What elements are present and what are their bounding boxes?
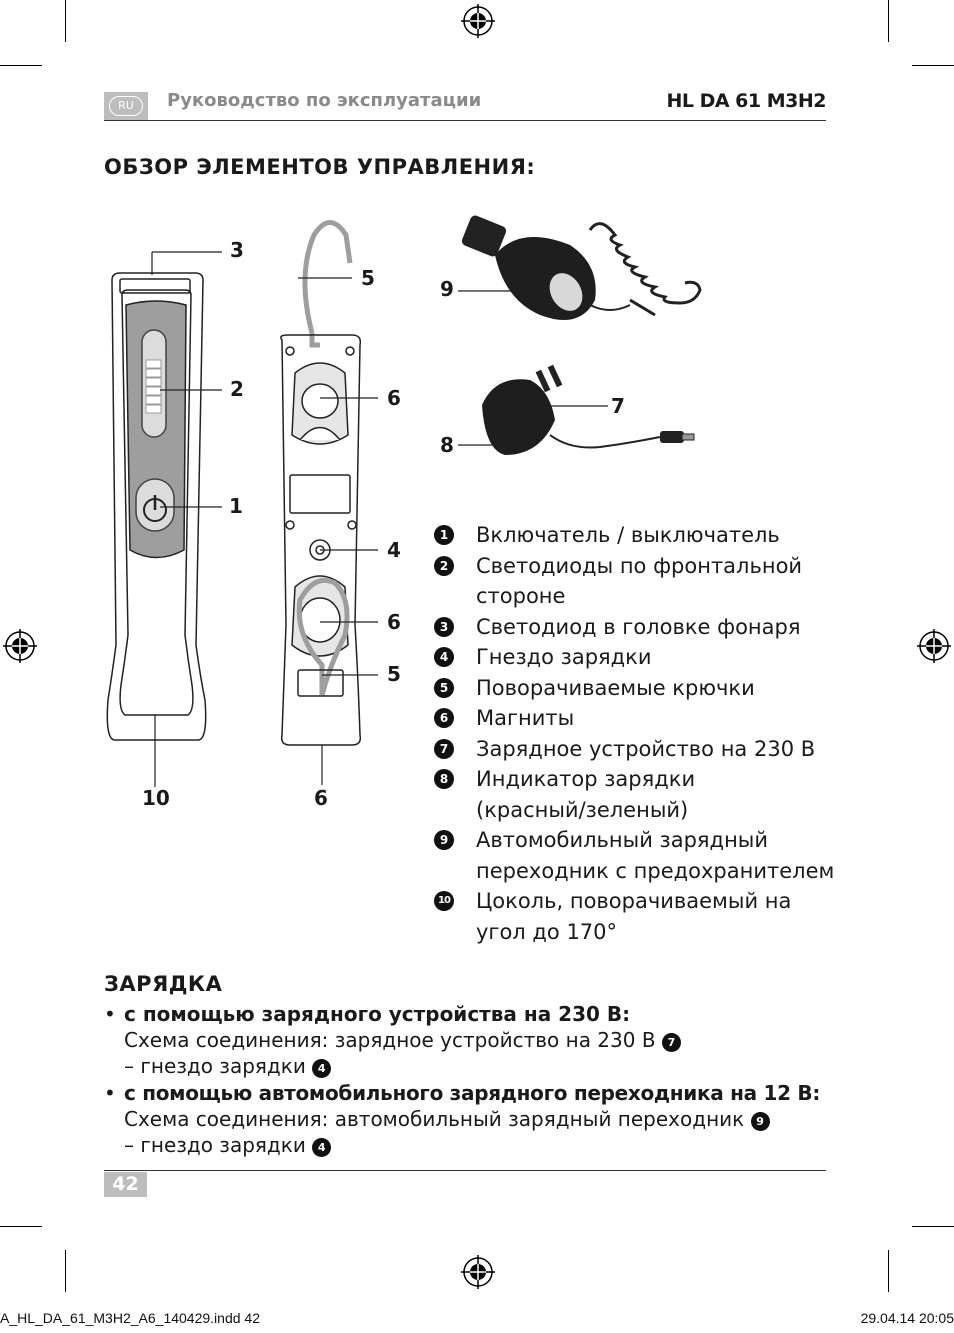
charging-item-line bbox=[124, 1132, 834, 1158]
charging-item-heading: с помощью автомобильного зарядного переходника на 12 В: bbox=[124, 1081, 821, 1105]
legend-text: угол до 170° bbox=[476, 919, 618, 944]
legend-item-continued bbox=[433, 917, 853, 948]
legend-text: Поворачиваемые крючки bbox=[476, 675, 755, 700]
charging-item-line bbox=[124, 1053, 834, 1079]
callout-6: 6 bbox=[387, 610, 401, 634]
language-badge bbox=[104, 92, 148, 120]
legend-text: Включатель / выключатель bbox=[476, 523, 780, 547]
callout-4: 4 bbox=[387, 538, 401, 562]
car-adapter-illustration bbox=[460, 214, 700, 320]
legend-text: Цоколь, поворачиваемый на bbox=[476, 889, 792, 913]
ref-number: 4 bbox=[312, 1059, 331, 1078]
callout-1: 1 bbox=[229, 494, 243, 518]
legend-text: стороне bbox=[476, 584, 566, 608]
registration-mark-icon bbox=[917, 629, 951, 663]
connection-text: Схема соединения: автомобильный зарядный переходник bbox=[124, 1107, 745, 1131]
slug-file: A_HL_DA_61_M3H2_A6_140429.indd 42 bbox=[0, 1310, 260, 1326]
ref-number: 4 bbox=[312, 1138, 331, 1157]
legend-item bbox=[433, 886, 853, 917]
legend-item bbox=[433, 825, 853, 856]
legend-item bbox=[433, 703, 853, 734]
header-divider bbox=[104, 120, 826, 121]
charging-item bbox=[104, 1080, 834, 1158]
legend-number: 4 bbox=[434, 647, 454, 667]
crop-mark bbox=[912, 65, 954, 66]
legend-item bbox=[433, 520, 853, 551]
legend-number: 5 bbox=[434, 678, 454, 698]
legend-item bbox=[433, 734, 853, 765]
header-title: Руководство по эксплуатации bbox=[167, 90, 482, 111]
legend-number: 10 bbox=[434, 891, 454, 911]
slug-date: 29.04.14 20:05 bbox=[860, 1310, 954, 1326]
crop-mark bbox=[888, 0, 889, 42]
callout-6: 6 bbox=[387, 386, 401, 410]
footer-divider bbox=[104, 1170, 826, 1171]
legend-text: переходник с предохранителем bbox=[476, 858, 835, 883]
legend-item bbox=[433, 642, 853, 673]
callout-7: 7 bbox=[611, 394, 625, 418]
bullet: • bbox=[104, 1081, 116, 1105]
legend-text: Зарядное устройство на 230 В bbox=[476, 736, 816, 761]
crop-mark bbox=[0, 65, 42, 66]
charging-item-line bbox=[124, 1106, 834, 1132]
overview-title: ОБЗОР ЭЛЕМЕНТОВ УПРАВЛЕНИЯ: bbox=[104, 155, 536, 179]
legend-text: Магниты bbox=[476, 706, 575, 730]
parts-legend bbox=[433, 520, 853, 947]
legend-item bbox=[433, 551, 853, 582]
callout-5: 5 bbox=[387, 662, 401, 686]
callout-6: 6 bbox=[314, 786, 328, 810]
legend-number: 7 bbox=[434, 739, 454, 759]
charging-item-line bbox=[124, 1027, 834, 1053]
registration-mark-icon bbox=[461, 4, 495, 38]
lamp-back-view bbox=[281, 223, 360, 746]
registration-mark-icon bbox=[3, 629, 37, 663]
legend-number: 2 bbox=[434, 556, 454, 576]
callout-5: 5 bbox=[361, 266, 375, 290]
charging-item bbox=[104, 1001, 834, 1079]
legend-text: Светодиоды по фронтальной bbox=[476, 553, 803, 578]
callout-10: 10 bbox=[142, 786, 170, 810]
crop-mark bbox=[912, 1226, 954, 1227]
ref-number: 9 bbox=[751, 1112, 770, 1131]
legend-number: 8 bbox=[434, 769, 454, 789]
crop-mark bbox=[65, 0, 66, 42]
charging-title: ЗАРЯДКА bbox=[104, 972, 223, 996]
legend-number: 6 bbox=[434, 708, 454, 728]
connection-text: Схема соединения: зарядное устройство на 230 В bbox=[124, 1028, 656, 1052]
bullet: • bbox=[104, 1002, 116, 1026]
callout-2: 2 bbox=[230, 377, 244, 401]
legend-item-continued bbox=[433, 795, 853, 826]
legend-item bbox=[433, 764, 853, 795]
ref-number: 7 bbox=[662, 1033, 681, 1052]
legend-text: (красный/зеленый) bbox=[476, 797, 689, 822]
connection-text: – гнездо зарядки bbox=[124, 1133, 306, 1157]
connection-text: – гнездо зарядки bbox=[124, 1054, 306, 1078]
crop-mark bbox=[0, 1226, 42, 1227]
legend-text: Гнездо зарядки bbox=[476, 645, 652, 669]
header-model: HL DA 61 M3H2 bbox=[666, 90, 826, 112]
legend-item bbox=[433, 612, 853, 643]
legend-text: Автомобильный зарядный bbox=[476, 828, 769, 852]
charging-item-heading: с помощью зарядного устройства на 230 В: bbox=[124, 1002, 631, 1026]
registration-mark-icon bbox=[461, 1255, 495, 1289]
crop-mark bbox=[65, 1250, 66, 1292]
page-number: 42 bbox=[104, 1172, 147, 1197]
legend-item bbox=[433, 673, 853, 704]
callout-3: 3 bbox=[230, 238, 244, 262]
legend-item-continued bbox=[433, 856, 853, 887]
callout-8: 8 bbox=[440, 433, 454, 457]
wall-charger-illustration bbox=[482, 365, 694, 455]
legend-text: Индикатор зарядки bbox=[476, 767, 696, 791]
crop-mark bbox=[888, 1250, 889, 1292]
legend-number: 3 bbox=[434, 617, 454, 637]
callout-9: 9 bbox=[440, 277, 454, 301]
legend-text: Светодиод в головке фонаря bbox=[476, 614, 801, 639]
legend-item-continued bbox=[433, 581, 853, 612]
legend-number: 9 bbox=[434, 830, 454, 850]
language-label: RU bbox=[109, 96, 143, 116]
legend-number: 1 bbox=[434, 525, 454, 545]
